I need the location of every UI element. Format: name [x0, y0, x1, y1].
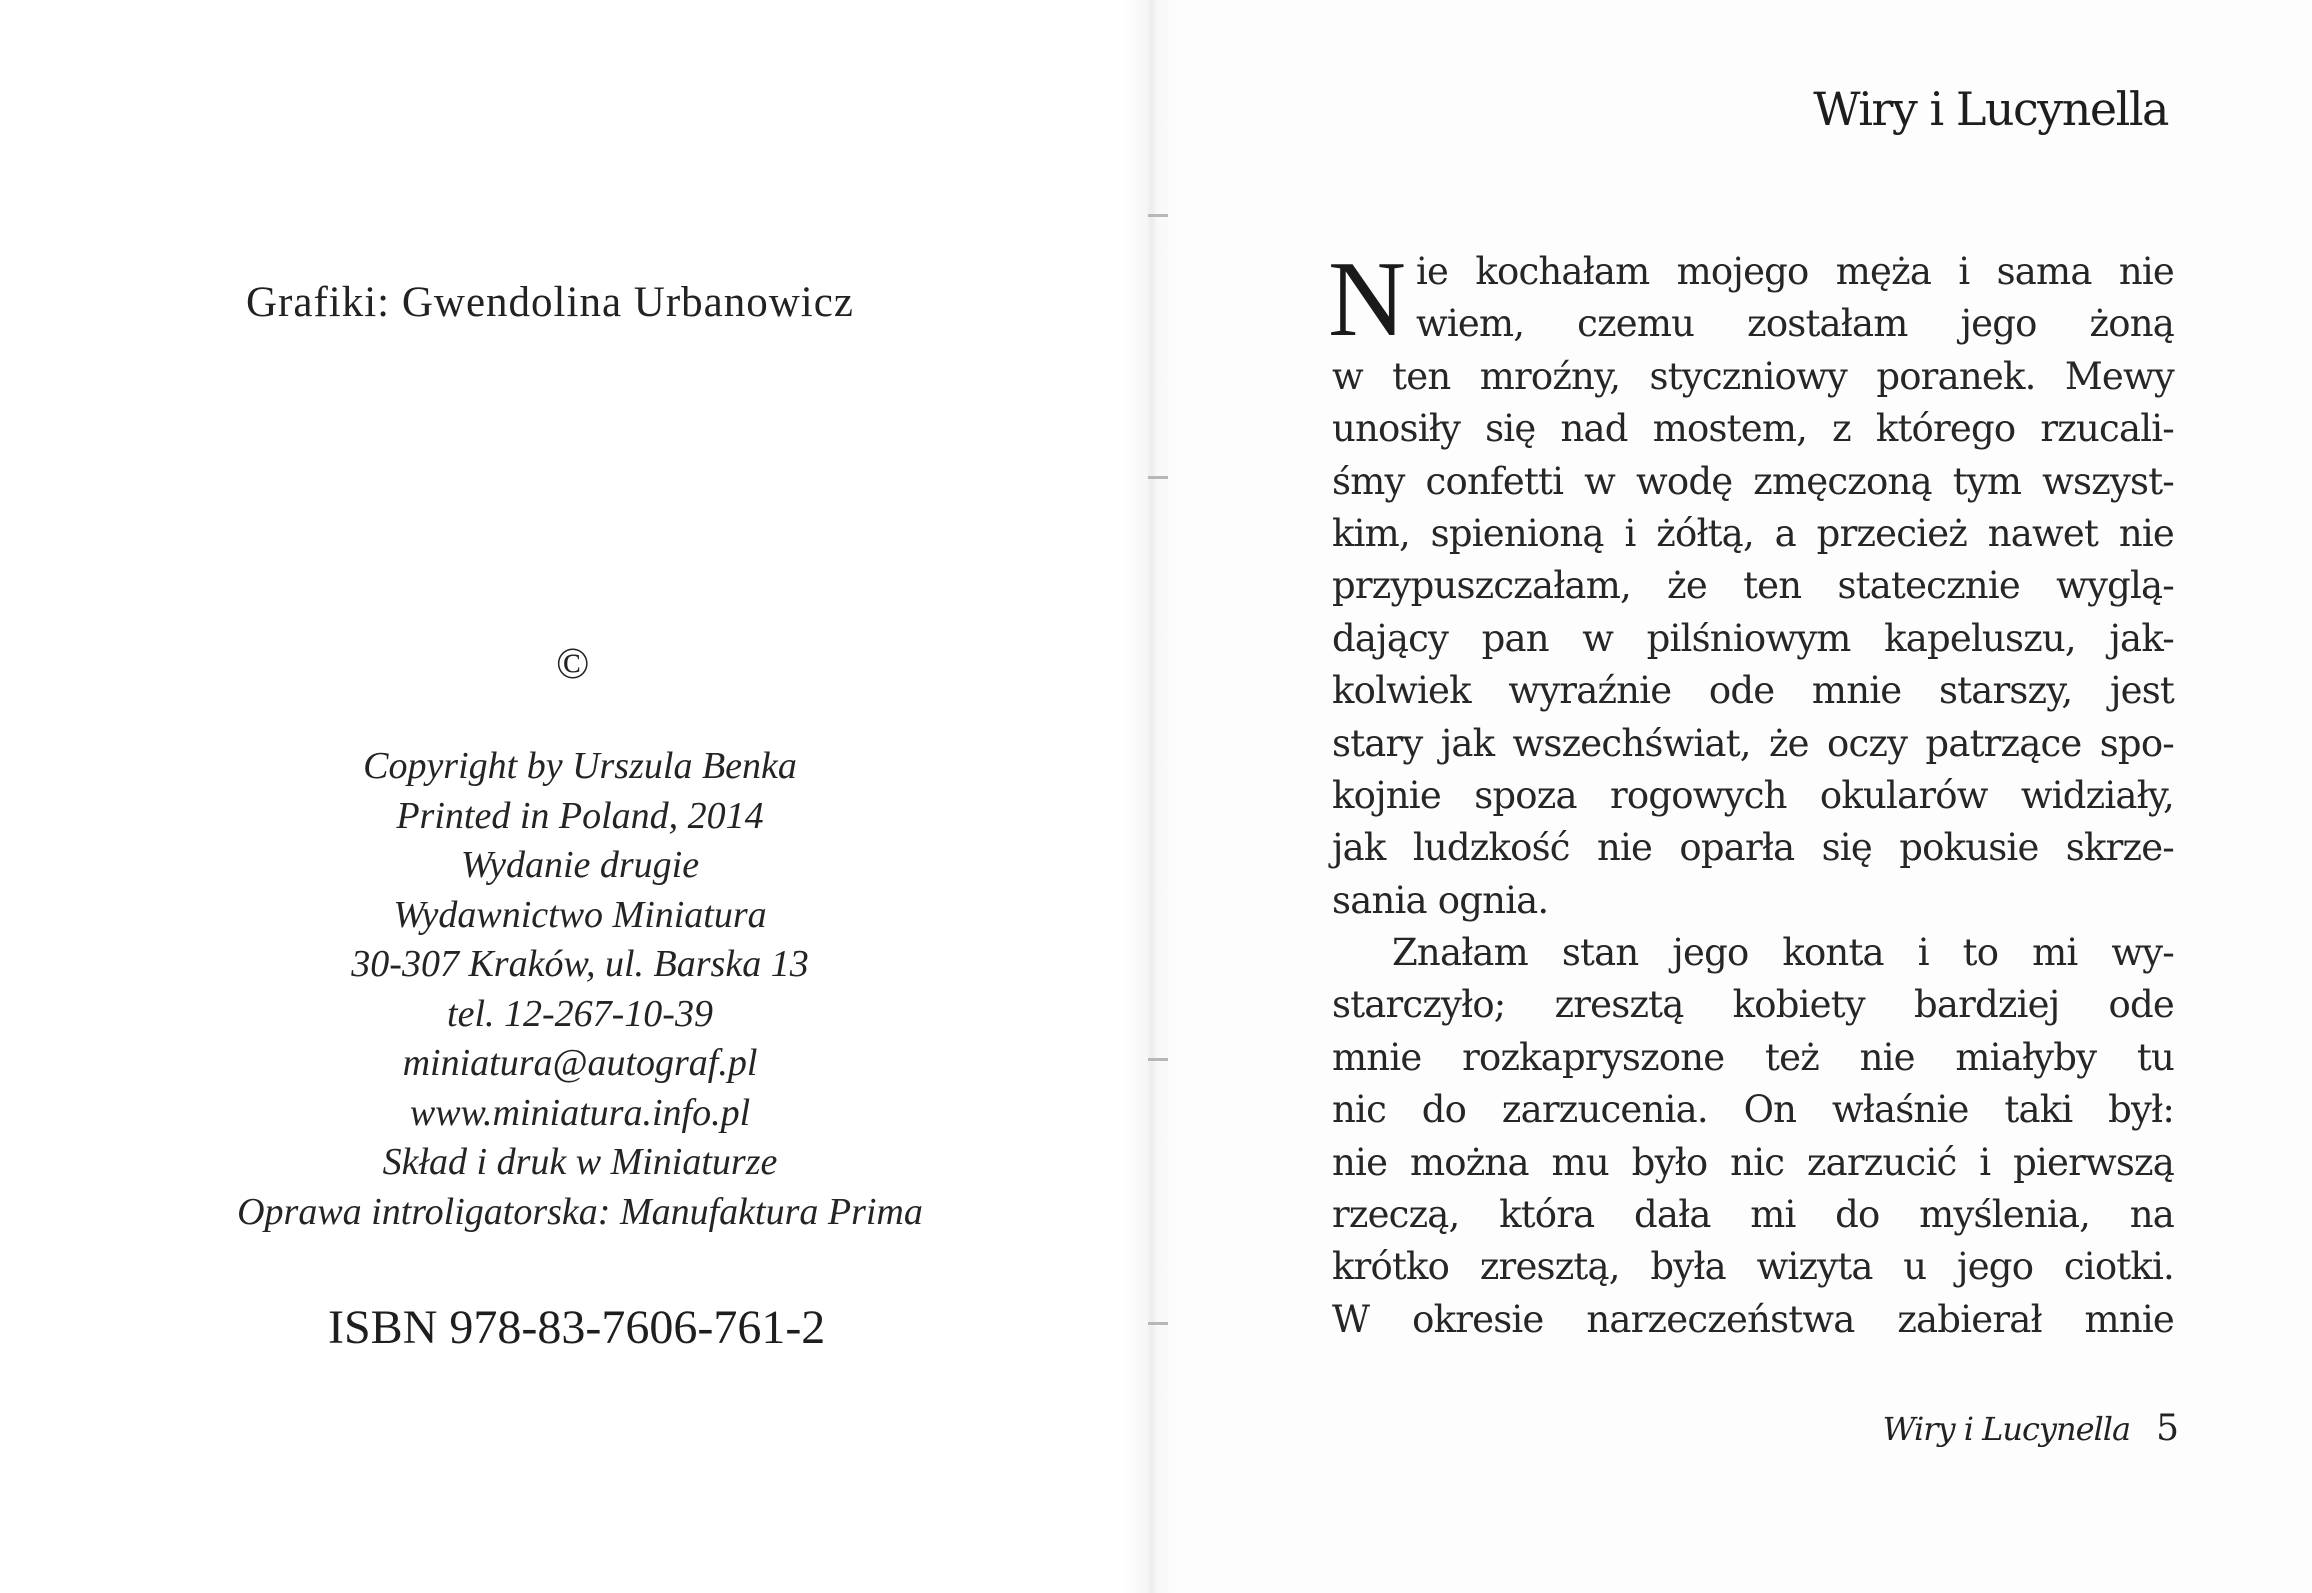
text-line: starczyło; zresztą kobiety bardziej ode — [1332, 983, 2174, 1027]
illustrations-credit: Grafiki: Gwendolina Urbanowicz — [246, 279, 854, 326]
imprint-line: www.miniatura.info.pl — [409, 1091, 751, 1134]
text-line: kim, spienioną i żółtą, a przecież nawet nie — [1332, 511, 2174, 555]
text-line: dający pan w pilśniowym kapeluszu, jak- — [1332, 616, 2174, 660]
imprint-line: Skład i druk w Miniaturze — [382, 1141, 778, 1183]
story-text — [1328, 240, 2174, 1346]
text-line: stary jak wszechświat, że oczy patrzące spo- — [1332, 721, 2174, 765]
text-line: jak ludzkość nie oparła się pokusie skrze- — [1332, 826, 2174, 870]
binding-stitch — [1148, 476, 1168, 479]
running-footer — [1883, 1408, 2178, 1449]
drop-cap: N — [1328, 240, 1406, 359]
imprint-line: Wydawnictwo Miniatura — [393, 893, 767, 936]
imprint-line: Oprawa introligatorska: Manufaktura Prima — [237, 1190, 923, 1233]
isbn: ISBN 978-83-7606-761-2 — [328, 1301, 826, 1354]
text-line: wiem, czemu zostałam jego żoną — [1416, 302, 2174, 346]
text-line: rzeczą, która dała mi do myślenia, na — [1332, 1193, 2174, 1237]
imprint-line: miniatura@autograf.pl — [402, 1042, 758, 1084]
imprint-line: Printed in Poland, 2014 — [396, 794, 764, 837]
text-line: nic do zarzucenia. On właśnie taki był: — [1332, 1088, 2174, 1132]
text-line: sania ognia. — [1332, 878, 1549, 922]
copyright-symbol: © — [556, 639, 590, 688]
text-line: unosiły się nad mostem, z którego rzucali- — [1332, 407, 2174, 451]
text-line: kolwiek wyraźnie ode mnie starszy, jest — [1332, 669, 2174, 713]
text-line: Znałam stan jego konta i to mi wy- — [1392, 931, 2174, 975]
text-line: krótko zresztą, była wizyta u jego ciotki. — [1332, 1245, 2174, 1289]
binding-stitch — [1148, 1322, 1168, 1325]
imprint-line: Copyright by Urszula Benka — [363, 745, 797, 787]
imprint-line: 30-307 Kraków, ul. Barska 13 — [351, 943, 809, 985]
footer-title: Wiry i Lucynella — [1882, 1410, 2131, 1448]
text-line: kojnie spoza rogowych okularów widziały, — [1332, 773, 2174, 817]
text-line: przypuszczałam, że ten statecznie wyglą- — [1332, 564, 2174, 608]
text-line: nie można mu było nic zarzucić i pierwszą — [1332, 1140, 2174, 1184]
text-line: W okresie narzeczeństwa zabierał mnie — [1332, 1297, 2174, 1341]
book-spine — [1120, 0, 1180, 1593]
imprint-line: tel. 12-267-10-39 — [447, 992, 713, 1035]
imprint-block — [120, 742, 1040, 1237]
text-line: w ten mroźny, styczniowy poranek. Mewy — [1332, 354, 2174, 398]
text-line: mnie rozkapryszone też nie miałyby tu — [1332, 1035, 2174, 1079]
imprint-line: Wydanie drugie — [460, 844, 700, 886]
text-line: śmy confetti w wodę zmęczoną tym wszyst- — [1332, 459, 2174, 503]
page-number: 5 — [2156, 1408, 2178, 1449]
binding-stitch — [1148, 214, 1168, 217]
text-line: ie kochałam mojego męża i sama nie — [1416, 250, 2174, 293]
binding-stitch — [1148, 1058, 1168, 1061]
running-header: Wiry i Lucynella — [1813, 82, 2168, 136]
